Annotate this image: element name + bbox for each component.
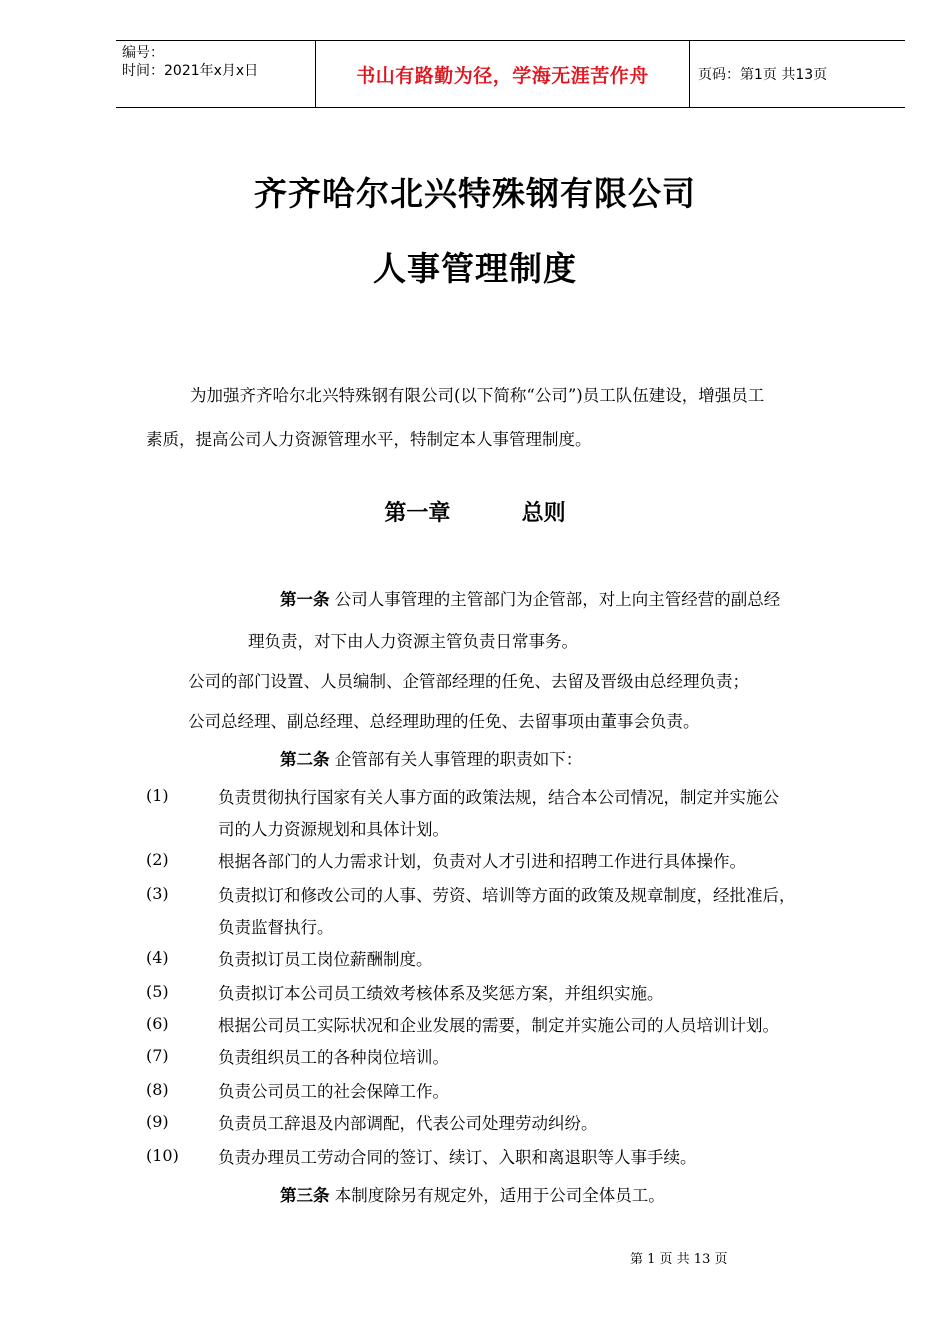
article-1-line-3: 公司的部门设置、人员编制、企管部经理的任免、去留及晋级由总经理负责； (188, 672, 749, 691)
list-item-number: (5) (146, 982, 169, 1001)
list-item-text-cont: 司的人力资源规划和具体计划。 (218, 820, 449, 839)
document-time-label: 时间：2021年x月x日 (122, 63, 259, 79)
article-1-line-4: 公司总经理、副总经理、总经理助理的任免、去留事项由董事会负责。 (188, 712, 700, 731)
list-item-number: (4) (146, 948, 169, 967)
list-item-number: (2) (146, 850, 169, 869)
header-table (116, 40, 905, 108)
header-meta (116, 41, 316, 107)
list-item-text: 负责拟订和修改公司的人事、劳资、培训等方面的政策及规章制度，经批准后， (218, 886, 796, 905)
header-motto-cell (316, 41, 690, 107)
list-item-text: 根据公司员工实际状况和企业发展的需要，制定并实施公司的人员培训计划。 (218, 1016, 779, 1035)
company-title: 齐齐哈尔北兴特殊钢有限公司 (254, 174, 696, 213)
list-item-text: 负责组织员工的各种岗位培训。 (218, 1048, 449, 1067)
intro-line-2: 素质，提高公司人力资源管理水平，特制定本人事管理制度。 (146, 430, 592, 449)
article-1-line-1 (280, 586, 780, 610)
page-footer: 第 1 页 共 13 页 (630, 1252, 728, 1267)
header-page-info: 页码：第1页 共13页 (698, 67, 828, 83)
list-item-number: (8) (146, 1080, 169, 1099)
article-2-heading (280, 746, 582, 770)
list-item-number: (10) (146, 1146, 179, 1165)
chapter-heading (0, 496, 950, 527)
list-item-text: 负责拟订本公司员工绩效考核体系及奖惩方案，并组织实施。 (218, 984, 664, 1003)
list-item-number: (6) (146, 1014, 169, 1033)
article-2-label: 第二条 (280, 750, 330, 769)
list-item-number: (1) (146, 786, 169, 805)
article-3-text: 本制度除另有规定外，适用于公司全体员工。 (334, 1186, 665, 1205)
document-number-label: 编号： (122, 45, 164, 61)
document-title: 人事管理制度 (373, 249, 577, 288)
list-item-text: 负责贯彻执行国家有关人事方面的政策法规，结合本公司情况，制定并实施公 (218, 788, 779, 807)
list-item-number: (9) (146, 1112, 169, 1131)
list-item-number: (7) (146, 1046, 169, 1065)
list-item-text: 负责员工辞退及内部调配，代表公司处理劳动纠纷。 (218, 1114, 598, 1133)
chapter-number: 第一章 (384, 501, 451, 526)
article-1-text: 公司人事管理的主管部门为企管部，对上向主管经营的副总经 (334, 590, 781, 609)
header-motto: 书山有路勤为径，学海无涯苦作舟 (356, 64, 649, 87)
list-item-number: (3) (146, 884, 169, 903)
article-3-label: 第三条 (280, 1186, 330, 1205)
article-2-text: 企管部有关人事管理的职责如下： (334, 750, 583, 769)
article-3 (280, 1182, 665, 1206)
list-item-text: 负责公司员工的社会保障工作。 (218, 1082, 449, 1101)
article-1-label: 第一条 (280, 590, 330, 609)
list-item-text-cont: 负责监督执行。 (218, 918, 334, 937)
list-item-text: 负责拟订员工岗位薪酬制度。 (218, 950, 433, 969)
intro-line-1: 为加强齐齐哈尔北兴特殊钢有限公司(以下简称“公司”)员工队伍建设，增强员工 (190, 386, 765, 405)
chapter-name: 总则 (521, 501, 566, 526)
list-item-text: 负责办理员工劳动合同的签订、续订、入职和离退职等人事手续。 (218, 1148, 697, 1167)
article-1-line-2: 理负责，对下由人力资源主管负责日常事务。 (248, 632, 578, 651)
list-item-text: 根据各部门的人力需求计划，负责对人才引进和招聘工作进行具体操作。 (218, 852, 746, 871)
